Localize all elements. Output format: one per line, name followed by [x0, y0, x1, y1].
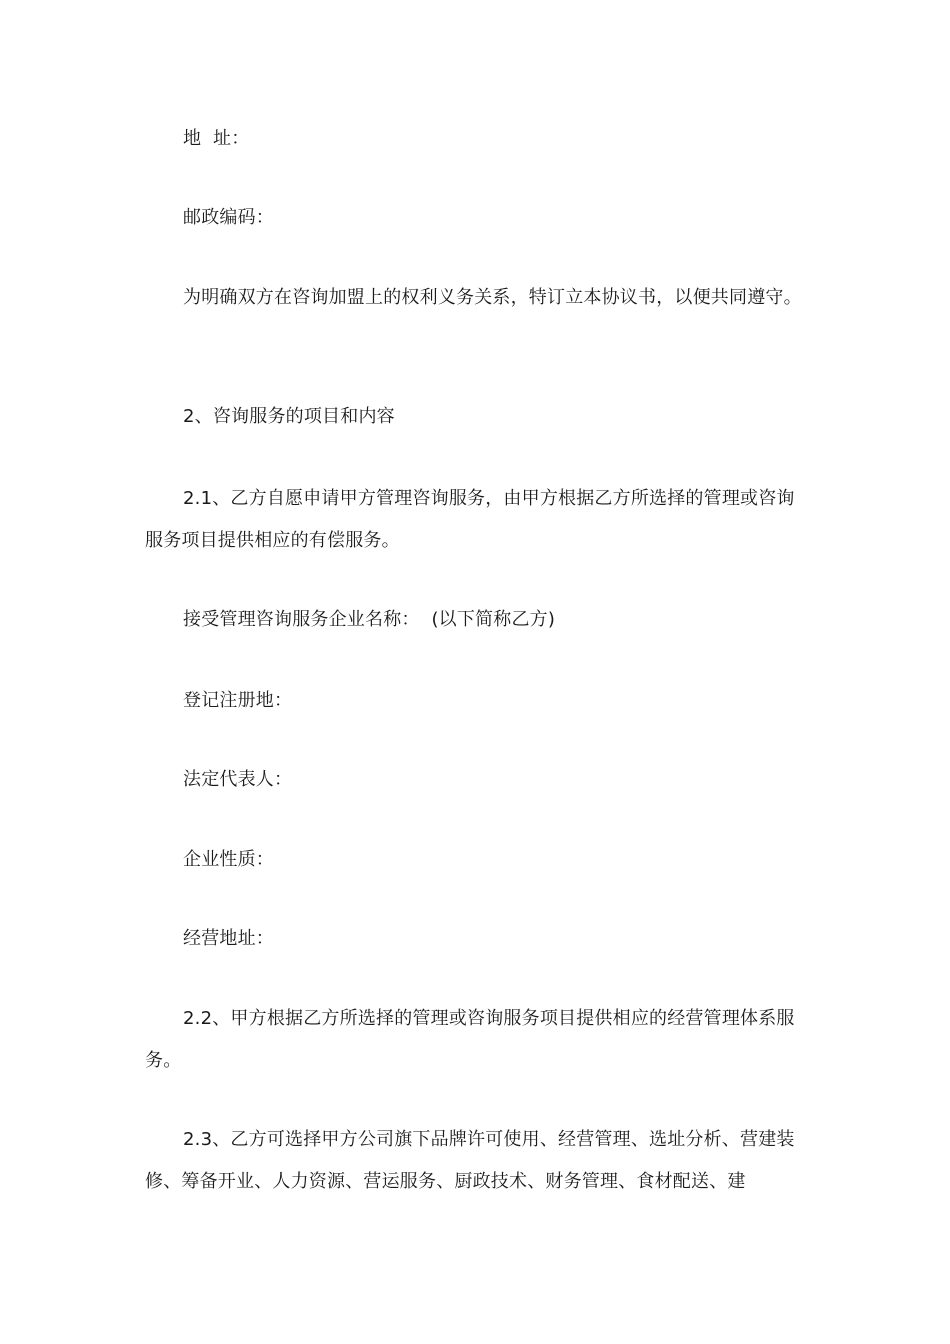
- enterprise-nature-label: 企业性质：: [183, 849, 274, 870]
- postal-code-label: 邮政编码：: [183, 207, 274, 228]
- legal-representative-label: 法定代表人：: [183, 769, 293, 790]
- client-company-name-label: 接受管理咨询服务企业名称： (以下简称乙方): [183, 609, 556, 630]
- clause-2-1-paragraph: 2.1、乙方自愿申请甲方管理咨询服务，由甲方根据乙方所选择的管理或咨询服务项目提供相应的有偿服务。: [145, 488, 795, 551]
- agreement-purpose-paragraph: 为明确双方在咨询加盟上的权利义务关系，特订立本协议书，以便共同遵守。: [183, 287, 802, 308]
- clause-2-3-paragraph: 2.3、乙方可选择甲方公司旗下品牌许可使用、经营管理、选址分析、营建装修、筹备开业、人力资源、营运服务、厨政技术、财务管理、食材配送、建: [145, 1129, 795, 1192]
- registration-place-label: 登记注册地：: [183, 690, 293, 711]
- clause-2-2-paragraph: 2.2、甲方根据乙方所选择的管理或咨询服务项目提供相应的经营管理体系服务。: [145, 1008, 795, 1071]
- address-label: 地 址：: [183, 128, 250, 149]
- business-address-label: 经营地址：: [183, 928, 274, 949]
- section-2-heading: 2、咨询服务的项目和内容: [183, 406, 395, 427]
